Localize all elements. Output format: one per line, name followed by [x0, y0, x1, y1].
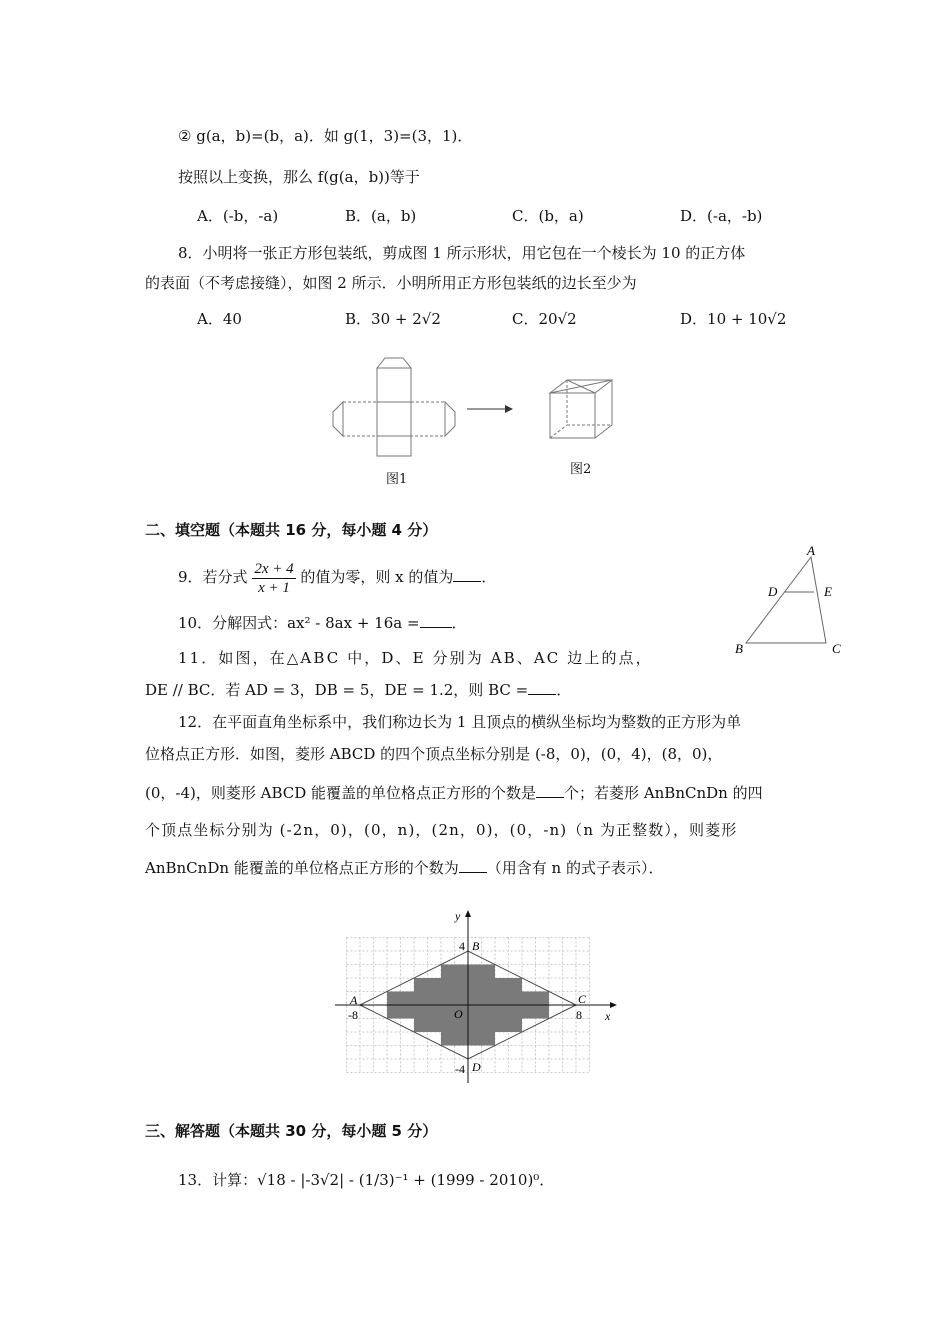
tick-label-4: 4: [459, 939, 465, 953]
q13-text: 13．计算：√18 - |-3√2| - (1/3)⁻¹ + (1999 - 2010)⁰．: [178, 1171, 555, 1189]
q7-option-b: B．(a，b): [345, 207, 417, 225]
q10-end: ．: [451, 614, 467, 632]
q7-stem: 按照以上变换，那么 f(g(a，b))等于: [178, 168, 420, 186]
covered-square: [441, 965, 455, 979]
origin-label: O: [454, 1007, 463, 1021]
q9-fraction: [252, 560, 295, 597]
triangle-figure: [730, 540, 850, 662]
q11-answer-blank: [528, 680, 556, 695]
covered-square: [468, 1019, 482, 1033]
cube-figure-2: [545, 375, 617, 443]
q8-line2: 的表面（不考虑接缝），如图 2 所示．小明所用正方形包装纸的边长至少为: [145, 274, 637, 292]
covered-square: [495, 992, 509, 1006]
section3-heading: 三、解答题（本题共 30 分，每小题 5 分）: [145, 1122, 438, 1140]
covered-square: [509, 1019, 523, 1033]
covered-square: [495, 1019, 509, 1033]
label-b: B: [735, 641, 743, 656]
q12-line3: [145, 783, 763, 803]
covered-square: [509, 992, 523, 1006]
q10-answer-blank: [420, 613, 452, 628]
q8-option-a: A．40: [197, 310, 242, 328]
label-d: D: [768, 584, 778, 599]
covered-square: [468, 978, 482, 992]
q11-line2-text: DE // BC．若 AD = 3，DB = 5，DE = 1.2，则 BC =: [145, 681, 529, 699]
tick-label-minus4: -4: [455, 1062, 465, 1076]
q9-answer-blank: [453, 567, 481, 582]
label-c: C: [832, 641, 841, 656]
q12-line5a: AnBnCnDn 能覆盖的单位格点正方形的个数为: [145, 859, 459, 877]
q12-line3b: 个；若菱形 AnBnCnDn 的四: [564, 784, 763, 802]
q9-prefix: 9．若分式: [178, 568, 248, 586]
covered-square: [482, 978, 496, 992]
q7-rule2: ② g(a，b)=(b，a)．如 g(1，3)=(3，1)．: [178, 127, 473, 145]
q9-suffix: 的值为零，则 x 的值为: [300, 568, 454, 586]
covered-square: [482, 965, 496, 979]
q8-option-d: D．10 + 10√2: [680, 310, 787, 328]
covered-square: [387, 1005, 401, 1019]
section2-heading: 二、填空题（本题共 16 分，每小题 4 分）: [145, 521, 438, 539]
q9-numerator: 2x + 4: [254, 560, 294, 577]
covered-square: [522, 992, 536, 1006]
covered-square: [428, 1005, 442, 1019]
q8-line1: 8．小明将一张正方形包装纸，剪成图 1 所示形状，用它包在一个棱长为 10 的正方体: [178, 244, 746, 262]
label-e: E: [824, 584, 832, 599]
covered-square: [414, 978, 428, 992]
q9: [178, 557, 496, 597]
q7-option-d: D．(-a，-b): [680, 207, 763, 225]
covered-square: [441, 1005, 455, 1019]
vertex-label-c: C: [578, 992, 587, 1006]
q12-line4: 个顶点坐标分别为 (-2n，0)，(0，n)，(2n，0)，(0，-n)（n 为正整数），则菱形: [145, 821, 738, 839]
y-axis-arrow-icon: [465, 910, 471, 917]
covered-square: [468, 965, 482, 979]
x-axis-arrow-icon: [610, 1002, 617, 1008]
vertex-label-d: D: [472, 1060, 481, 1074]
covered-square: [441, 992, 455, 1006]
covered-square: [401, 1005, 415, 1019]
q9-end: ．: [481, 568, 497, 586]
covered-square: [509, 1005, 523, 1019]
q12-answer-blank-1: [536, 783, 564, 798]
covered-square: [536, 1005, 550, 1019]
covered-square: [536, 992, 550, 1006]
vertex-label-b: B: [472, 939, 480, 953]
covered-square: [509, 978, 523, 992]
q8-option-c: C．20√2: [512, 310, 577, 328]
label-a: A: [807, 543, 815, 558]
fig1-caption: 图1: [386, 472, 408, 487]
covered-square: [468, 1005, 482, 1019]
covered-square: [387, 992, 401, 1006]
covered-square: [522, 1005, 536, 1019]
covered-square: [455, 992, 469, 1006]
q8-option-b: B．30 + 2√2: [345, 310, 441, 328]
covered-square: [428, 978, 442, 992]
axis-label-y: y: [455, 909, 461, 923]
covered-square: [414, 1005, 428, 1019]
covered-square: [414, 1019, 428, 1033]
q12-line3a: (0，-4)，则菱形 ABCD 能覆盖的单位格点正方形的个数是: [145, 784, 537, 802]
covered-square: [482, 1005, 496, 1019]
covered-square: [482, 1032, 496, 1046]
covered-square: [401, 992, 415, 1006]
tick-label-minus8: -8: [348, 1008, 358, 1022]
q12-answer-blank-2: [459, 858, 487, 873]
covered-square: [441, 1032, 455, 1046]
q12-line5b: （用含有 n 的式子表示）．: [486, 859, 664, 877]
covered-square: [482, 1019, 496, 1033]
q11-end: ．: [556, 681, 572, 699]
covered-square: [428, 1019, 442, 1033]
covered-square: [414, 992, 428, 1006]
q12-line5: [145, 858, 663, 878]
covered-square: [428, 992, 442, 1006]
covered-square: [455, 965, 469, 979]
covered-square: [482, 992, 496, 1006]
covered-square: [455, 978, 469, 992]
q11-line1: 11．如图，在△ABC 中，D、E 分别为 AB、AC 边上的点，: [178, 649, 653, 667]
covered-square: [468, 992, 482, 1006]
covered-square: [441, 1019, 455, 1033]
covered-square: [495, 1005, 509, 1019]
covered-square: [495, 978, 509, 992]
fig2-caption: 图2: [570, 462, 592, 477]
covered-square: [455, 1032, 469, 1046]
covered-square: [441, 978, 455, 992]
tick-label-8: 8: [576, 1008, 582, 1022]
q12-line1: 12．在平面直角坐标系中，我们称边长为 1 且顶点的横纵坐标均为整数的正方形为单: [178, 713, 742, 731]
q7-option-a: A．(-b，-a): [197, 207, 279, 225]
q7-option-c: C．(b，a): [512, 207, 584, 225]
covered-square: [468, 1032, 482, 1046]
net-figure-1: [330, 350, 460, 458]
vertex-label-a: A: [350, 993, 358, 1007]
rhombus-grid-figure: [330, 905, 620, 1085]
arrow-icon: [465, 402, 515, 416]
axis-label-x: x: [605, 1009, 611, 1023]
q11-line2: [145, 680, 571, 700]
q9-denominator: x + 1: [258, 579, 290, 596]
q10: [178, 613, 467, 633]
q12-line2: 位格点正方形．如图，菱形 ABCD 的四个顶点坐标分别是 (-8，0)，(0，4)，(8，0)，: [145, 745, 723, 763]
q10-text: 10．分解因式：ax² - 8ax + 16a =: [178, 614, 420, 632]
